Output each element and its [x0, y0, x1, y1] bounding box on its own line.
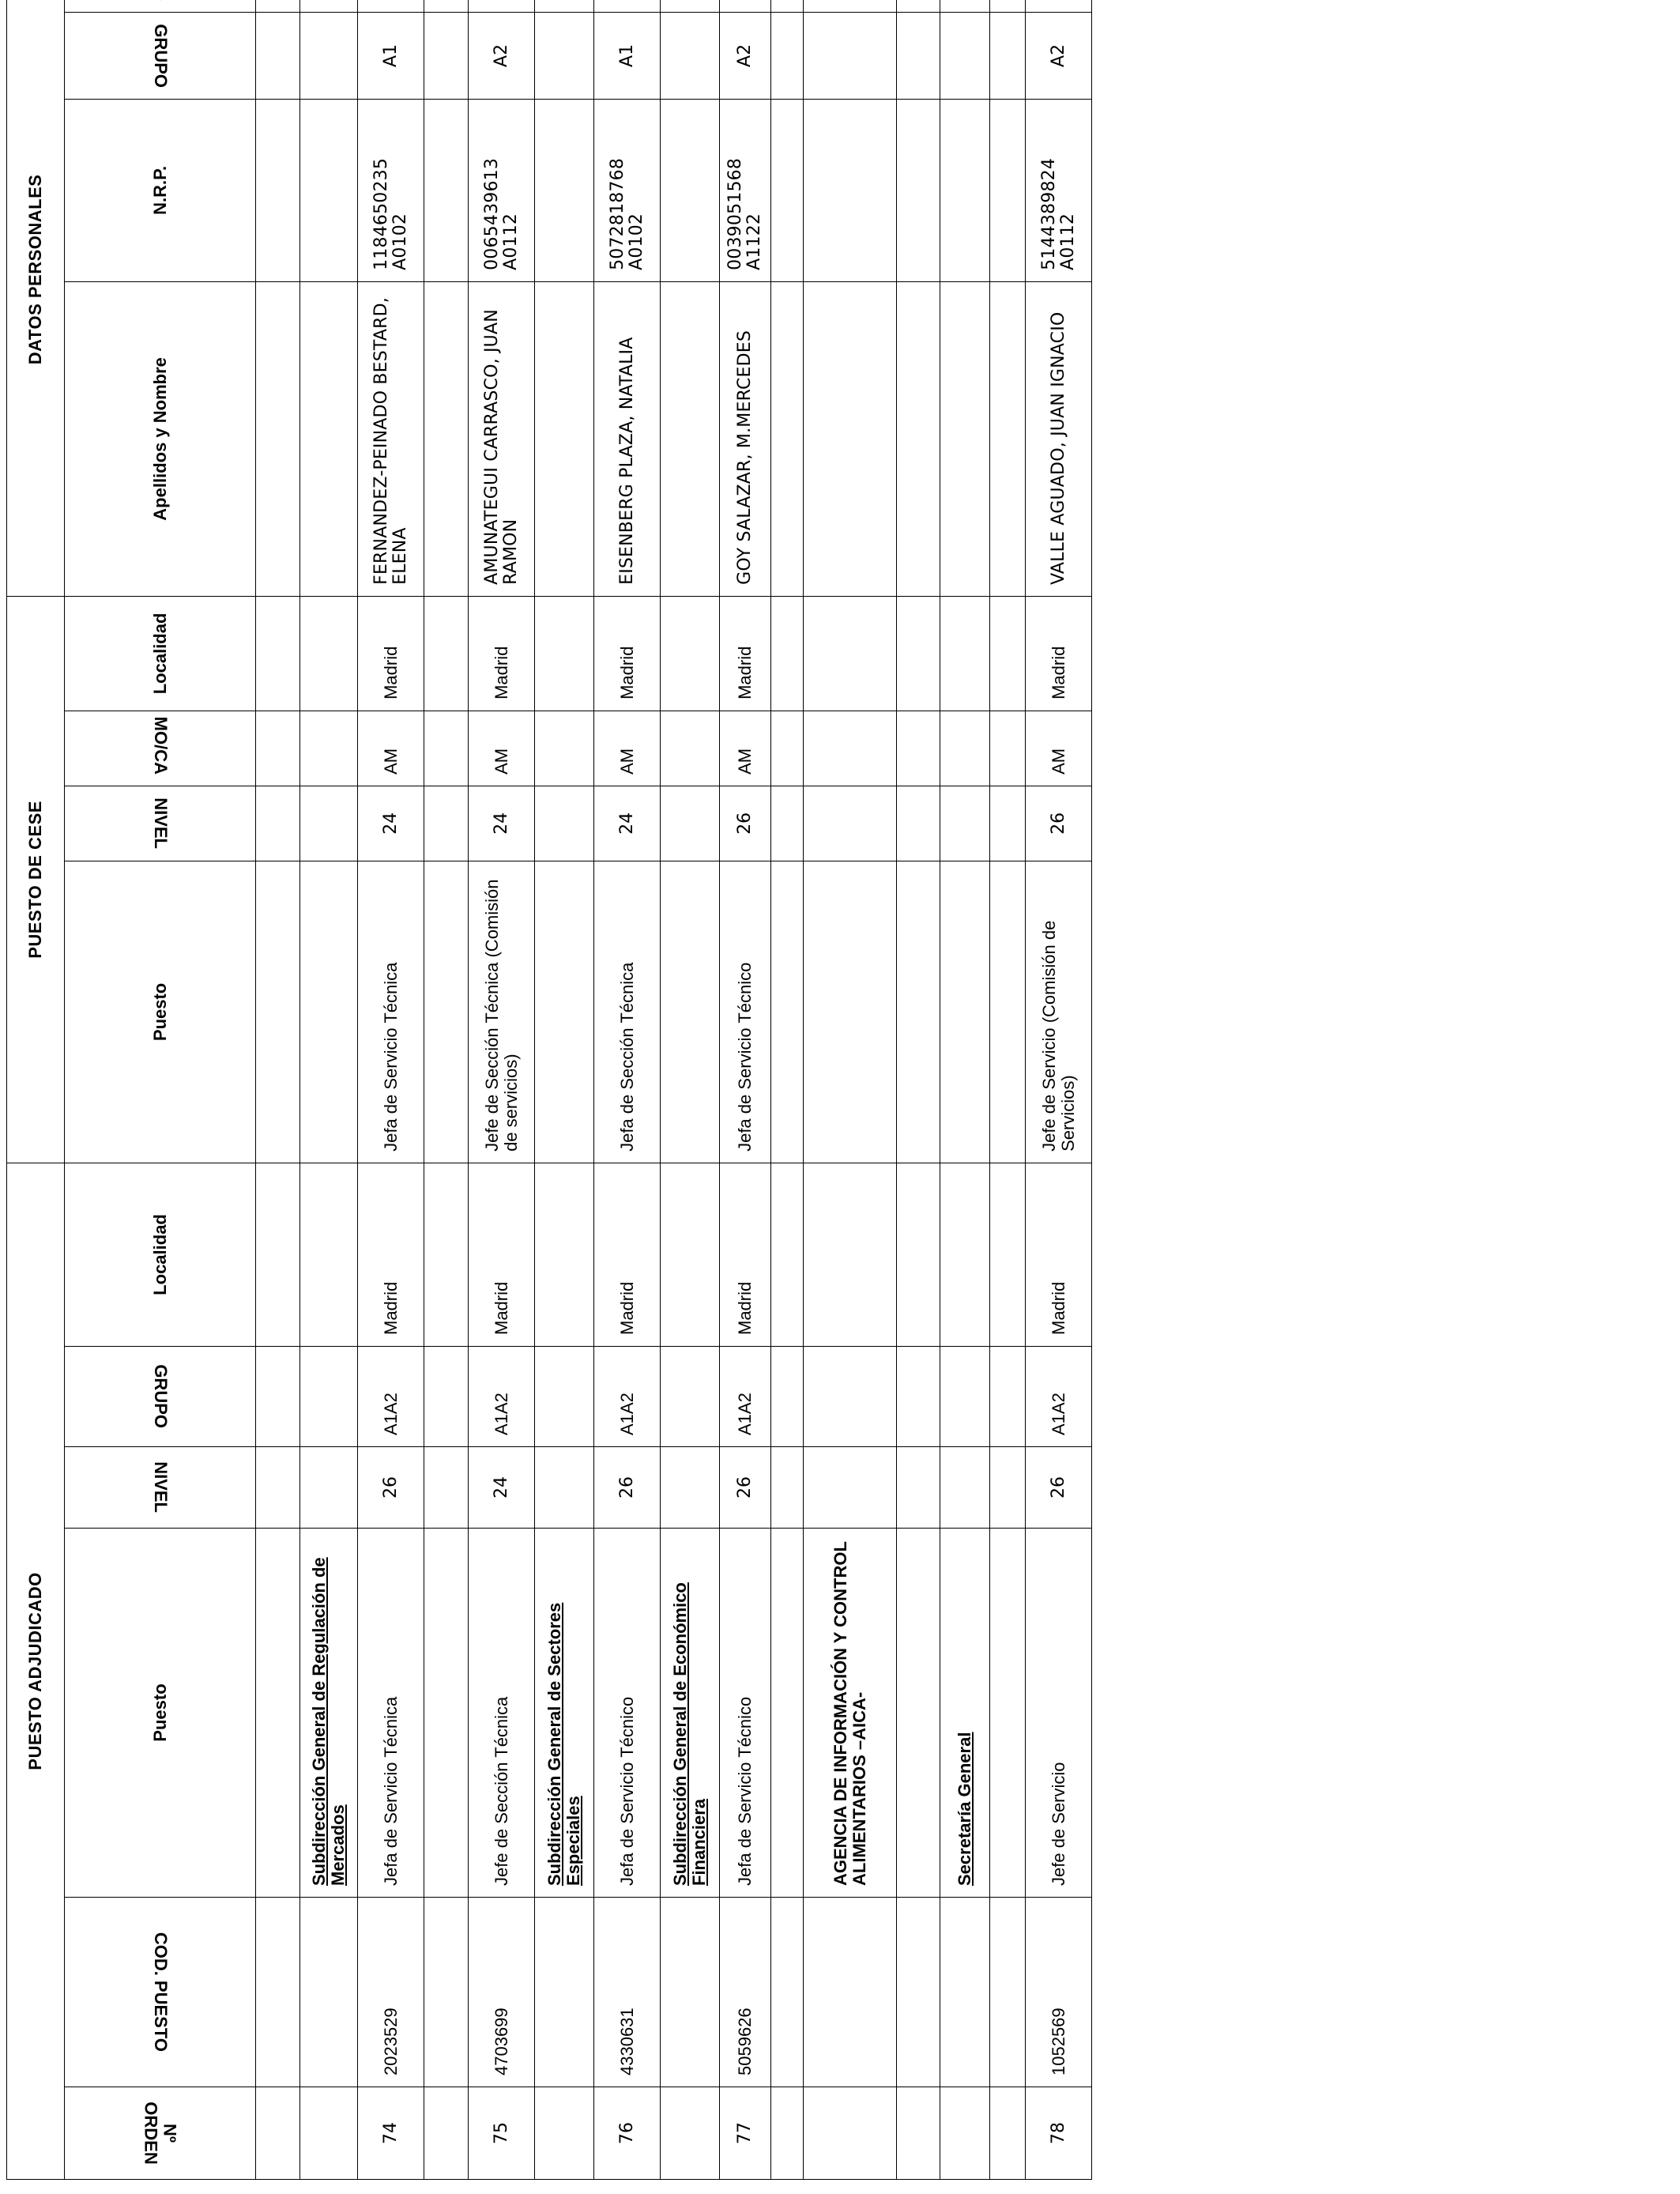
cell-grupo: A1A2: [594, 1347, 661, 1447]
cell-nivel: 26: [594, 1447, 661, 1529]
cell-cese-localidad: Madrid: [720, 596, 771, 711]
cell-cese-moca: AM: [358, 711, 424, 786]
cell-puesto: Jefa de Servicio Técnico: [720, 1529, 771, 1898]
cell-nombre: FERNANDEZ-PEINADO BESTARD, ELENA: [358, 281, 424, 596]
blank-row: [897, 0, 940, 2180]
header-n-orden: Nº ORDEN: [65, 2087, 256, 2180]
table-row: [469, 0, 535, 2180]
cell-nrp: 0039051568 A1122: [720, 99, 771, 281]
cell-grado: [720, 0, 771, 12]
cell-nombre: VALLE AGUADO, JUAN IGNACIO: [1026, 281, 1092, 596]
header-grupo: GRUPO: [65, 1347, 256, 1447]
section-puesto-de-cese: PUESTO DE CESE: [7, 596, 65, 1163]
header-cod-puesto: COD. PUESTO: [65, 1898, 256, 2087]
cell-puesto: Jefa de Servicio Técnico: [594, 1529, 661, 1898]
cell-cese-localidad: Madrid: [469, 596, 535, 711]
cell-puesto: Jefe de Servicio: [1026, 1529, 1092, 1898]
cell-nivel: 26: [358, 1447, 424, 1529]
cell-cese-nivel: 24: [469, 786, 535, 861]
cell-dp-grupo: A2: [1026, 12, 1092, 99]
cell-localidad: Madrid: [594, 1163, 661, 1346]
subheading-secretaria: Secretaría General: [940, 1529, 990, 1898]
cell-cese-moca: AM: [1026, 711, 1092, 786]
cell-nivel: 24: [469, 1447, 535, 1529]
cell-nrp: 5072818768 A0102: [594, 99, 661, 281]
cell-orden: 76: [594, 2087, 661, 2180]
cell-cese-localidad: Madrid: [594, 596, 661, 711]
cell-puesto: Jefa de Servicio Técnica: [358, 1529, 424, 1898]
section-header-row: [7, 0, 65, 2180]
cell-cese-localidad: Madrid: [358, 596, 424, 711]
subheading-row: [300, 0, 358, 2180]
blank-row: [990, 0, 1026, 2180]
cell-grado: [1026, 0, 1092, 12]
cell-cese-puesto: Jefe de Servicio (Comisión de Servicios): [1026, 861, 1092, 1163]
cell-cese-puesto: Jefa de Servicio Técnico: [720, 861, 771, 1163]
cell-nivel: 26: [720, 1447, 771, 1529]
header-cese-puesto: Puesto: [65, 861, 256, 1163]
blank-row: [256, 0, 300, 2180]
subheading-row: [661, 0, 720, 2180]
subheading-row: [535, 0, 594, 2180]
cell-nrp: 0065439613 A0112: [469, 99, 535, 281]
header-cese-moca: MO/CA: [65, 711, 256, 786]
header-dp-grupo: GRUPO: [65, 12, 256, 99]
column-header-row: [65, 0, 256, 2180]
cell-dp-grupo: A2: [720, 12, 771, 99]
cell-dp-grupo: A1: [358, 12, 424, 99]
cell-localidad: Madrid: [720, 1163, 771, 1346]
cell-dp-grupo: A2: [469, 12, 535, 99]
cell-cese-localidad: Madrid: [1026, 596, 1092, 711]
cell-grupo: A1A2: [469, 1347, 535, 1447]
header-cese-nivel: NIVEL: [65, 786, 256, 861]
blank-row: [424, 0, 469, 2180]
header-grado: [65, 0, 256, 12]
header-nrp: N.R.P.: [65, 99, 256, 281]
subheading-agencia: AGENCIA DE INFORMACIÓN Y CONTROL ALIMENTARIOS –AICA-: [804, 1529, 897, 1898]
table-row: [594, 0, 661, 2180]
cell-cese-nivel: 26: [720, 786, 771, 861]
cell-nrp: 5144389824 A0112: [1026, 99, 1092, 281]
cell-cese-moca: AM: [469, 711, 535, 786]
header-puesto: Puesto: [65, 1529, 256, 1898]
cell-localidad: Madrid: [358, 1163, 424, 1346]
cell-grupo: A1A2: [358, 1347, 424, 1447]
cell-nivel: 26: [1026, 1447, 1092, 1529]
cell-cese-moca: AM: [720, 711, 771, 786]
subheading-row: [804, 0, 897, 2180]
cell-cese-nivel: 26: [1026, 786, 1092, 861]
cell-orden: 78: [1026, 2087, 1092, 2180]
cell-cese-moca: AM: [594, 711, 661, 786]
cell-puesto: Jefe de Sección Técnica: [469, 1529, 535, 1898]
subheading-economico: Subdirección General de Económico Financiera: [661, 1529, 720, 1898]
cell-grado: [594, 0, 661, 12]
subheading-sectores: Subdirección General de Sectores Especiales: [535, 1529, 594, 1898]
cell-orden: 75: [469, 2087, 535, 2180]
cell-nombre: EISENBERG PLAZA, NATALIA: [594, 281, 661, 596]
cell-localidad: Madrid: [1026, 1163, 1092, 1346]
header-apellidos-nombre: Apellidos y Nombre: [65, 281, 256, 596]
section-puesto-adjudicado: PUESTO ADJUDICADO: [7, 1163, 65, 2179]
cell-localidad: Madrid: [469, 1163, 535, 1346]
table-row: [1026, 0, 1092, 2180]
cell-grupo: A1A2: [1026, 1347, 1092, 1447]
cell-orden: 77: [720, 2087, 771, 2180]
cell-cod: 5059626: [720, 1898, 771, 2087]
table-row: [358, 0, 424, 2180]
section-datos-personales: DATOS PERSONALES: [7, 0, 65, 596]
cell-cod: 4703699: [469, 1898, 535, 2087]
resolution-table: [6, 0, 1092, 2180]
cell-grado: [469, 0, 535, 12]
cell-orden: 74: [358, 2087, 424, 2180]
header-cese-localidad: Localidad: [65, 596, 256, 711]
cell-cod: 4330631: [594, 1898, 661, 2087]
cell-cod: 2023529: [358, 1898, 424, 2087]
cell-cese-nivel: 24: [358, 786, 424, 861]
cell-grupo: A1A2: [720, 1347, 771, 1447]
cell-cese-puesto: Jefa de Servicio Técnica: [358, 861, 424, 1163]
cell-cese-puesto: Jefa de Sección Técnica: [594, 861, 661, 1163]
subheading-row: [940, 0, 990, 2180]
cell-cese-puesto: Jefe de Sección Técnica (Comisión de servicios): [469, 861, 535, 1163]
blank-row: [771, 0, 804, 2180]
cell-nombre: GOY SALAZAR, M.MERCEDES: [720, 281, 771, 596]
cell-cod: 1052569: [1026, 1898, 1092, 2087]
cell-dp-grupo: A1: [594, 12, 661, 99]
cell-nombre: AMUNATEGUI CARRASCO, JUAN RAMON: [469, 281, 535, 596]
header-nivel: NIVEL: [65, 1447, 256, 1529]
table-row: [720, 0, 771, 2180]
header-localidad: Localidad: [65, 1163, 256, 1346]
cell-nrp: 1184650235 A0102: [358, 99, 424, 281]
subheading-regulacion: Subdirección General de Regulación de Mercados: [300, 1529, 358, 1898]
cell-cese-nivel: 24: [594, 786, 661, 861]
cell-grado: [358, 0, 424, 12]
